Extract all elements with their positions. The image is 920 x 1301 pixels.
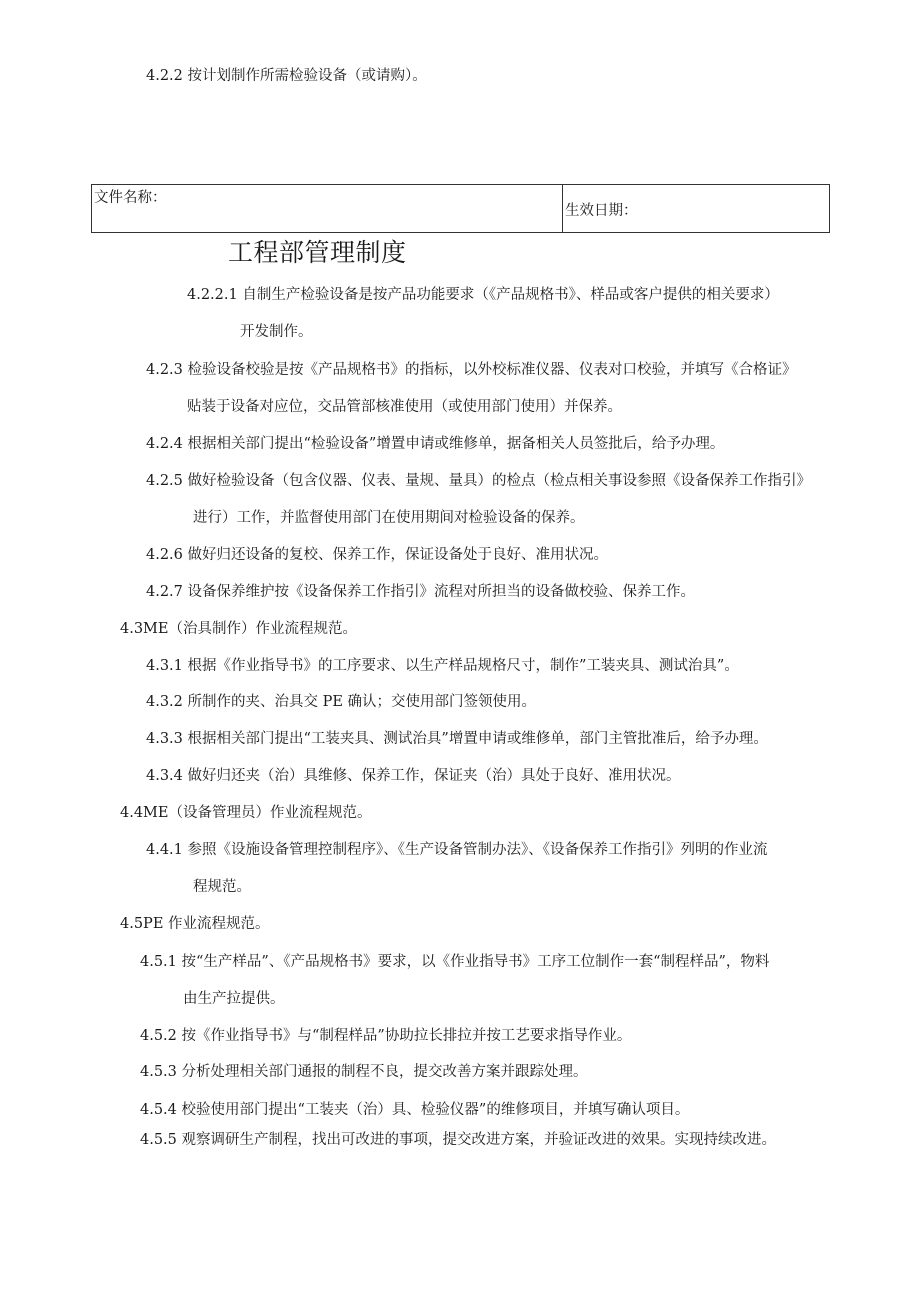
file-name-label: 文件名称： <box>94 190 167 206</box>
text-line: 进行）工作，并监督使用部门在使用期间对检验设备的保养。 <box>193 510 585 526</box>
text-line: 程规范。 <box>193 879 251 895</box>
section-heading: 4.3ME（治具制作）作业流程规范。 <box>120 621 357 637</box>
text-line: 4.5.1 按“生产样品”、《产品规格书》要求，以《作业指导书》工序工位制作一套“制程样品”，物料 <box>140 954 770 970</box>
effective-date-label: 生效日期： <box>565 203 638 219</box>
page-title: 工程部管理制度 <box>228 238 407 267</box>
text-line: 4.3.2 所制作的夹、治具交 PE 确认；交使用部门签领使用。 <box>146 694 537 710</box>
text-line: 4.5.2 按《作业指导书》与“制程样品”协助拉长排拉并按工艺要求指导作业。 <box>140 1028 632 1044</box>
text-line: 4.2.3 检验设备校验是按《产品规格书》的指标，以外校标准仪器、仪表对口校验，并填写《合格证》 <box>146 362 797 378</box>
text-line: 4.3.4 做好归还夹（治）具维修、保养工作，保证夹（治）具处于良好、准用状况。 <box>146 768 681 784</box>
text-line: 开发制作。 <box>240 324 313 340</box>
document-header-table <box>91 184 830 233</box>
text-line: 4.2.4 根据相关部门提出“检验设备”增置申请或维修单，据备相关人员签批后，给予办理。 <box>146 436 725 452</box>
text-line: 4.2.5 做好检验设备（包含仪器、仪表、量规、量具）的检点（检点相关事设参照《设备保养工作指引》 <box>146 473 811 489</box>
section-heading: 4.5PE 作业流程规范。 <box>120 916 270 932</box>
text-line: 4.5.5 观察调研生产制程，找出可改进的事项，提交改进方案，并验证改进的效果。实现持续改进。 <box>140 1132 776 1148</box>
section-heading: 4.4ME（设备管理员）作业流程规范。 <box>120 805 372 821</box>
text-line: 4.4.1 参照《设施设备管理控制程序》、《生产设备管制办法》、《设备保养工作指引》列明的作业流 <box>146 842 768 858</box>
header-divider <box>562 185 563 232</box>
text-line: 4.2.6 做好归还设备的复校、保养工作，保证设备处于良好、准用状况。 <box>146 547 609 563</box>
section-4-2-2: 4.2.2 按计划制作所需检验设备（或请购）。 <box>146 68 427 84</box>
text-line: 4.5.3 分析处理相关部门通报的制程不良，提交改善方案并跟踪处理。 <box>140 1064 588 1080</box>
text-line: 4.5.4 校验使用部门提出“工装夹（治）具、检验仪器”的维修项目，并填写确认项目。 <box>140 1102 690 1118</box>
text-line: 4.3.1 根据《作业指导书》的工序要求、以生产样品规格尺寸，制作”工装夹具、测试治具”。 <box>146 658 739 674</box>
text-line: 4.2.2.1 自制生产检验设备是按产品功能要求（《产品规格书》、样品或客户提供的相关要求） <box>187 287 779 303</box>
text-line: 4.3.3 根据相关部门提出“工装夹具、测试治具”增置申请或维修单，部门主管批准后，给予办理。 <box>146 731 768 747</box>
text-line: 4.2.7 设备保养维护按《设备保养工作指引》流程对所担当的设备做校验、保养工作。 <box>146 584 696 600</box>
text-line: 由生产拉提供。 <box>183 991 285 1007</box>
text-line: 贴装于设备对应位，交品管部核准使用（或使用部门使用）并保养。 <box>187 399 622 415</box>
